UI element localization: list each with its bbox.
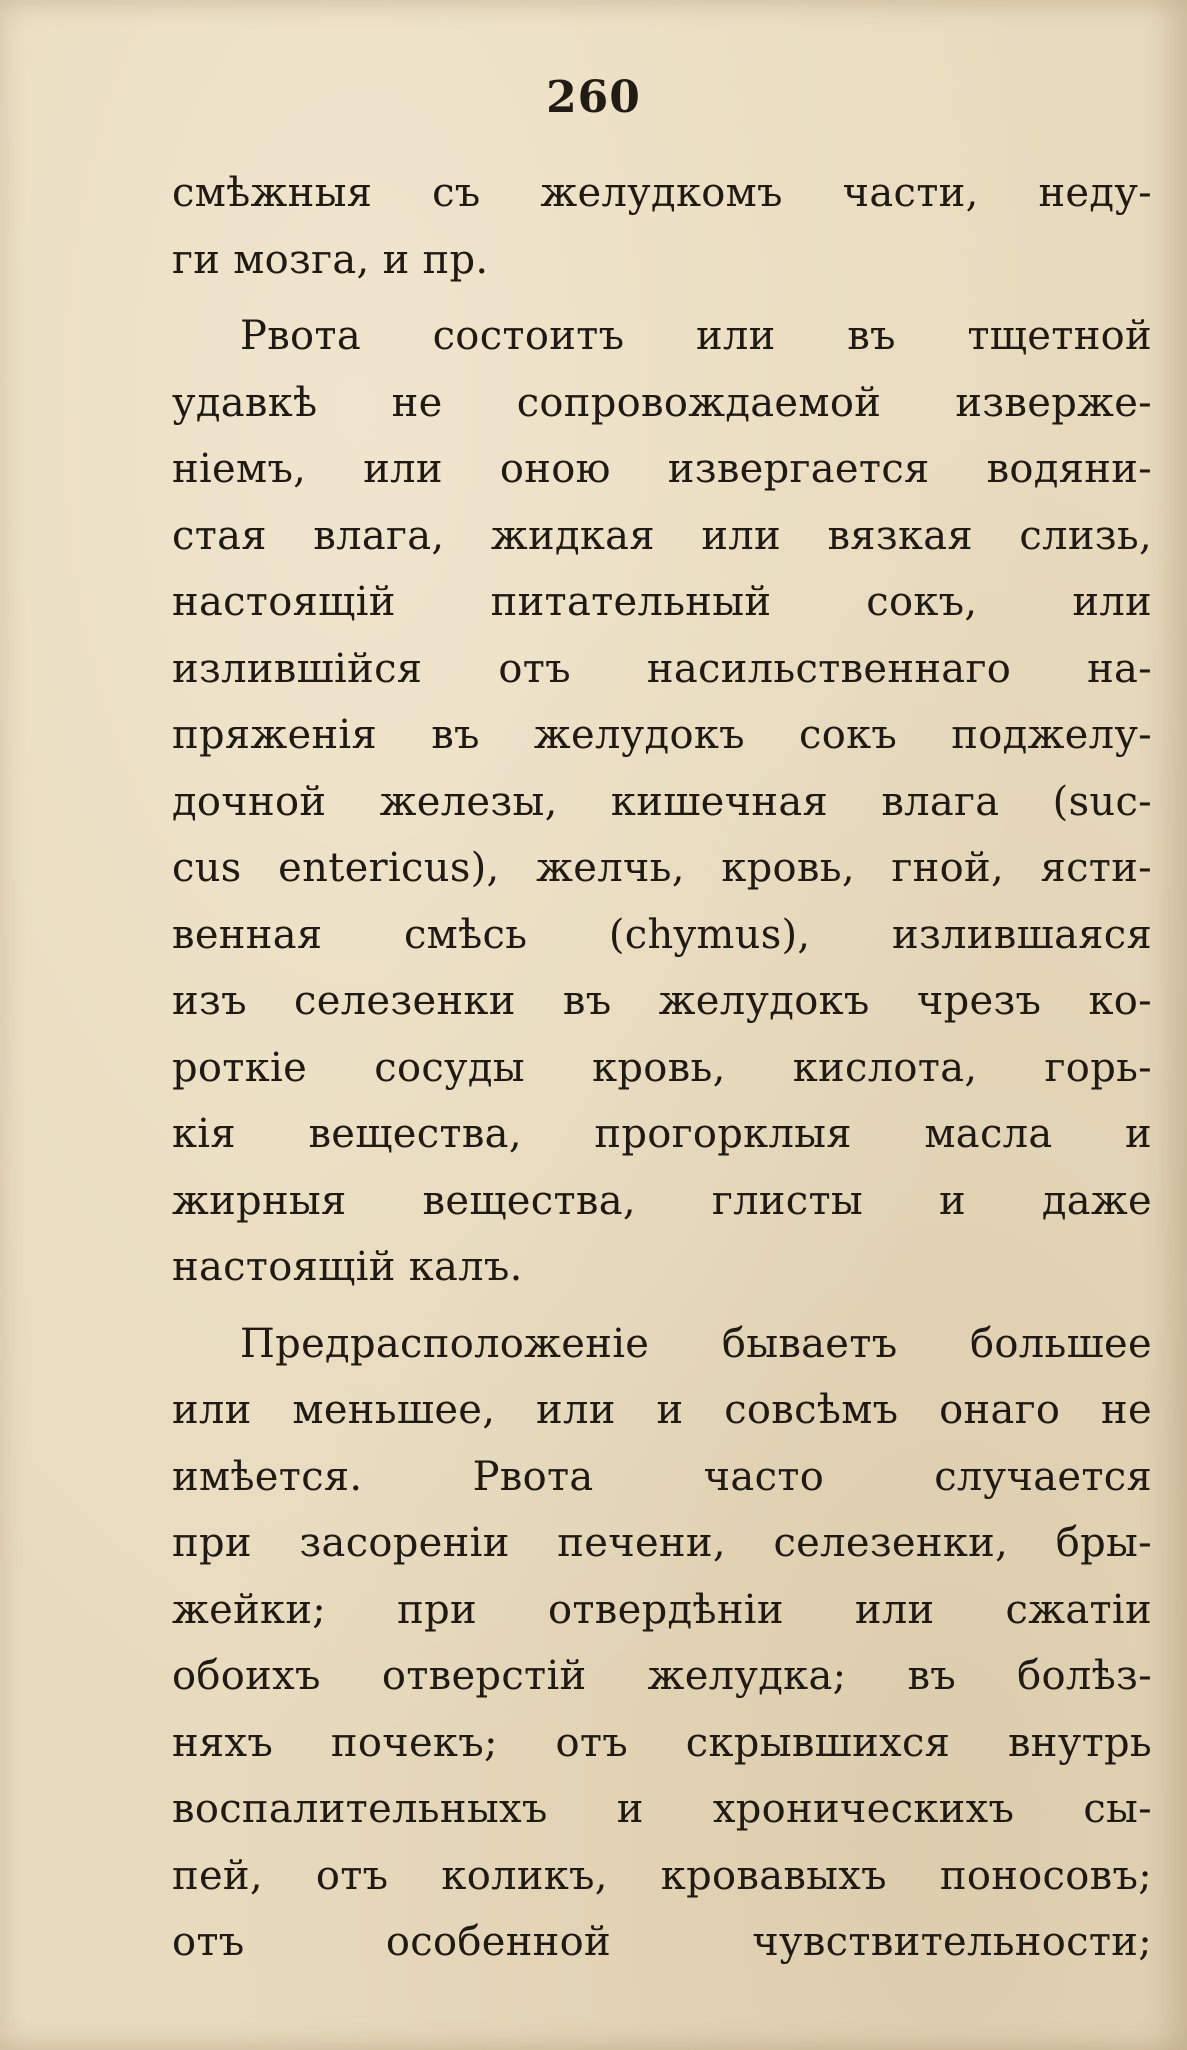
text-line: жирныя вещества, глисты и даже [172,1177,1152,1224]
text-line: смѣжныя съ желудкомъ части, неду- [172,170,1152,216]
text-line: изъ селезенки въ желудокъ чрезъ ко- [172,978,1152,1024]
text-line: стая влага, жидкая или вязкая слизь, [172,512,1152,559]
text-line: венная смѣсь (chymus), излившаяся [172,911,1152,958]
text-line: излившійся отъ насильственнаго на- [172,645,1152,692]
text-line: кія вещества, прогорклыя масла и [172,1111,1152,1157]
text-line: ги мозга, и пр. [172,236,489,283]
body-text [172,160,1152,1976]
text-line: жейки; при отвердѣніи или сжатіи [172,1586,1152,1633]
text-line: Предрасположеніе бываетъ большее [240,1320,1152,1367]
text-line: воспалительныхъ и хроническихъ сы- [172,1786,1152,1832]
text-line: обоихъ отверстій желудка; въ болѣз- [172,1653,1152,1699]
text-line: настоящій питательный сокъ, или [172,579,1152,625]
text-line: или меньшее, или и совсѣмъ онаго не [172,1387,1152,1433]
text-line: пряженія въ желудокъ сокъ поджелу- [172,712,1152,758]
text-line: Рвота состоитъ или въ тщетной [240,313,1152,359]
paragraph-gap [172,293,1152,303]
text-line: имѣется. Рвота часто случается [172,1453,1152,1500]
text-line: при засореніи печени, селезенки, бры- [172,1520,1152,1566]
text-line: ніемъ, или оною извергается водяни- [172,446,1152,492]
text-line: удавкѣ не сопровождаемой изверже- [172,379,1152,426]
page-number: 260 [546,72,641,123]
text-line: няхъ почекъ; отъ скрывшихся внутрь [172,1719,1152,1766]
text-line: настоящій калъ. [172,1244,523,1290]
text-line: роткіе сосуды кровь, кислота, горь- [172,1044,1152,1091]
paragraph-gap [172,1301,1152,1311]
text-line: отъ особенной чувствительности; [172,1919,1152,1965]
text-line: cus entericus), желчь, кровь, гной, ясти- [172,845,1152,891]
text-line: дочной железы, кишечная влага (suc- [172,778,1152,825]
text-line: пей, отъ коликъ, кровавыхъ поносовъ; [172,1852,1152,1899]
